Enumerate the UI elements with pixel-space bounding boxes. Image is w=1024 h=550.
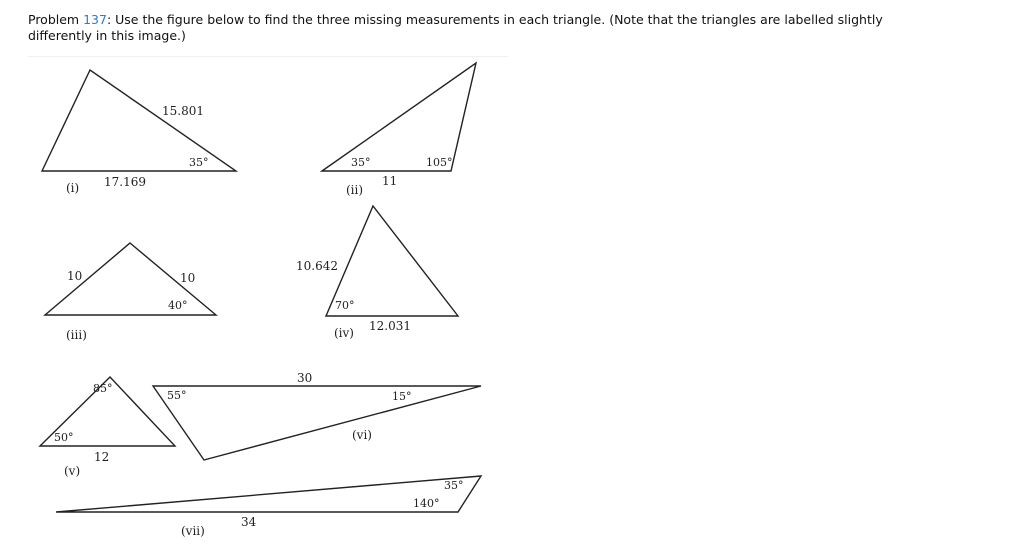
triangle-v-side: 12 (94, 450, 110, 464)
triangle-vi-side: 30 (297, 371, 313, 385)
triangle-ii (322, 63, 476, 197)
triangle-iv-side-bottom: 12.031 (369, 319, 411, 333)
triangle-iii-angle: 40° (168, 299, 188, 312)
triangle-iv-angle: 70° (335, 299, 355, 312)
triangle-v-angle-left: 50° (54, 431, 74, 444)
triangle-vi-angle-right: 15° (392, 390, 412, 403)
triangle-i-label: (i) (66, 181, 80, 195)
triangle-vii-label: (vii) (181, 524, 205, 538)
triangle-iii (45, 243, 216, 342)
triangle-vi (153, 371, 481, 460)
triangle-vi-label: (vi) (352, 428, 372, 442)
triangle-i-side-top: 15.801 (162, 104, 204, 118)
triangle-i-angle: 35° (189, 156, 209, 169)
triangle-ii-shape (322, 63, 476, 171)
triangle-vii (56, 476, 481, 538)
problem-prefix: Problem (28, 12, 84, 27)
triangle-iii-side-right: 10 (180, 271, 196, 285)
triangle-vii-angle-bottom: 140° (413, 497, 440, 510)
problem-number-link[interactable]: 137 (83, 12, 107, 27)
triangle-iv-side-left: 10.642 (296, 259, 338, 273)
triangle-i (42, 70, 236, 195)
triangle-ii-angle-right: 105° (426, 156, 453, 169)
triangle-vii-angle-top: 35° (444, 479, 464, 492)
triangle-v (40, 377, 175, 478)
triangle-vi-shape (153, 386, 481, 460)
triangle-v-label: (v) (64, 464, 81, 478)
triangle-iv (296, 206, 458, 340)
problem-text: : Use the figure below to find the three missing measurements in each triangle. (Note that the triangles are labelled slightly differently in this image.) (28, 12, 883, 43)
triangle-vii-side: 34 (241, 515, 257, 529)
triangle-v-angle-top: 85° (93, 382, 113, 395)
triangle-ii-side: 11 (382, 174, 398, 188)
triangle-iii-side-left: 10 (67, 269, 83, 283)
triangle-i-side-bottom: 17.169 (104, 175, 146, 189)
triangle-iii-label: (iii) (66, 328, 87, 342)
triangle-iv-label: (iv) (334, 326, 354, 340)
triangle-ii-label: (ii) (346, 183, 364, 197)
triangle-vi-angle-left: 55° (167, 389, 187, 402)
triangle-ii-angle-left: 35° (351, 156, 371, 169)
